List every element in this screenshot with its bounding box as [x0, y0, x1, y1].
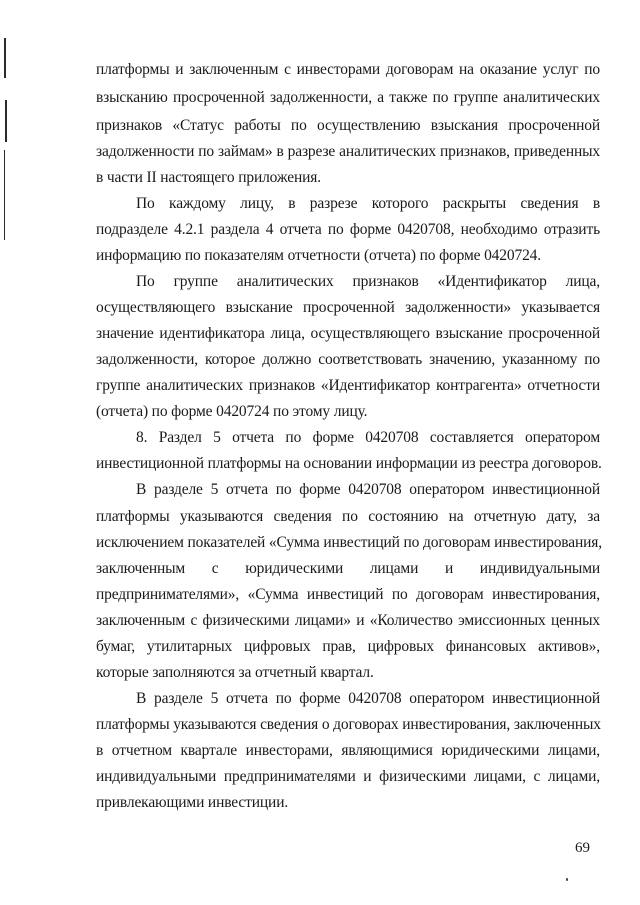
scan-mark — [4, 38, 6, 78]
text-line: которые заполняются за отчетный квартал. — [96, 664, 374, 681]
text-line: исключением показателей «Сумма инвестиций по договорам инвестирования, — [96, 534, 602, 551]
scan-mark — [4, 150, 5, 240]
text-line: группе аналитических признаков «Идентификатор контрагента» отчетности — [96, 377, 600, 394]
text-line: осуществляющего взыскание просроченной задолженности» указывается — [96, 299, 600, 316]
text-line: заключенным с физическими лицами» и «Количество эмиссионных ценных — [96, 612, 600, 629]
text-line: В разделе 5 отчета по форме 0420708 оператором инвестиционной — [136, 481, 600, 498]
text-line: платформы указываются сведения о договорах инвестирования, заключенных — [96, 716, 601, 733]
text-line: инвестиционной платформы на основании информации из реестра договоров. — [96, 455, 602, 472]
text-line: подразделе 4.2.1 раздела 4 отчета по форме 0420708, необходимо отразить — [96, 221, 600, 238]
text-line: индивидуальными предпринимателями и физическими лицами, с лицами, — [96, 768, 600, 785]
scan-mark — [5, 100, 7, 142]
text-line: задолженности, которое должно соответствовать значению, указанному по — [96, 351, 600, 368]
text-line: (отчета) по форме 0420724 по этому лицу. — [96, 403, 368, 420]
text-line: В разделе 5 отчета по форме 0420708 оператором инвестиционной — [136, 690, 600, 707]
text-line: взысканию просроченной задолженности, а также по группе аналитических — [96, 89, 600, 106]
text-line: бумаг, утилитарных цифровых прав, цифровых финансовых активов», — [96, 638, 600, 655]
text-line: платформы указываются сведения по состоянию на отчетную дату, за — [96, 508, 600, 525]
text-line: По каждому лицу, в разрезе которого раскрыты сведения в — [136, 195, 600, 212]
text-line: По группе аналитических признаков «Идентификатор лица, — [136, 273, 600, 290]
text-line: информацию по показателям отчетности (отчета) по форме 0420724. — [96, 247, 541, 264]
text-line: задолженности по займам» в разрезе аналитических признаков, приведенных — [96, 143, 600, 160]
text-line: предпринимателями», «Сумма инвестиций по договорам инвестирования, — [96, 586, 600, 603]
page-number: 69 — [575, 840, 590, 856]
text-line: заключенным с юридическими лицами и индивидуальными — [96, 560, 600, 577]
text-line: признаков «Статус работы по осуществлению взыскания просроченной — [96, 117, 600, 134]
text-line: платформы и заключенным с инвесторами договорам на оказание услуг по — [96, 61, 600, 78]
text-line: значение идентификатора лица, осуществляющего взыскание просроченной — [96, 325, 600, 342]
scan-speck — [566, 878, 568, 881]
text-line: в части II настоящего приложения. — [96, 169, 321, 186]
text-line: в отчетном квартале инвесторами, являющимися юридическими лицами, — [96, 742, 600, 759]
text-line: привлекающими инвестиции. — [96, 794, 289, 811]
text-line: 8. Раздел 5 отчета по форме 0420708 составляется оператором — [136, 429, 600, 446]
